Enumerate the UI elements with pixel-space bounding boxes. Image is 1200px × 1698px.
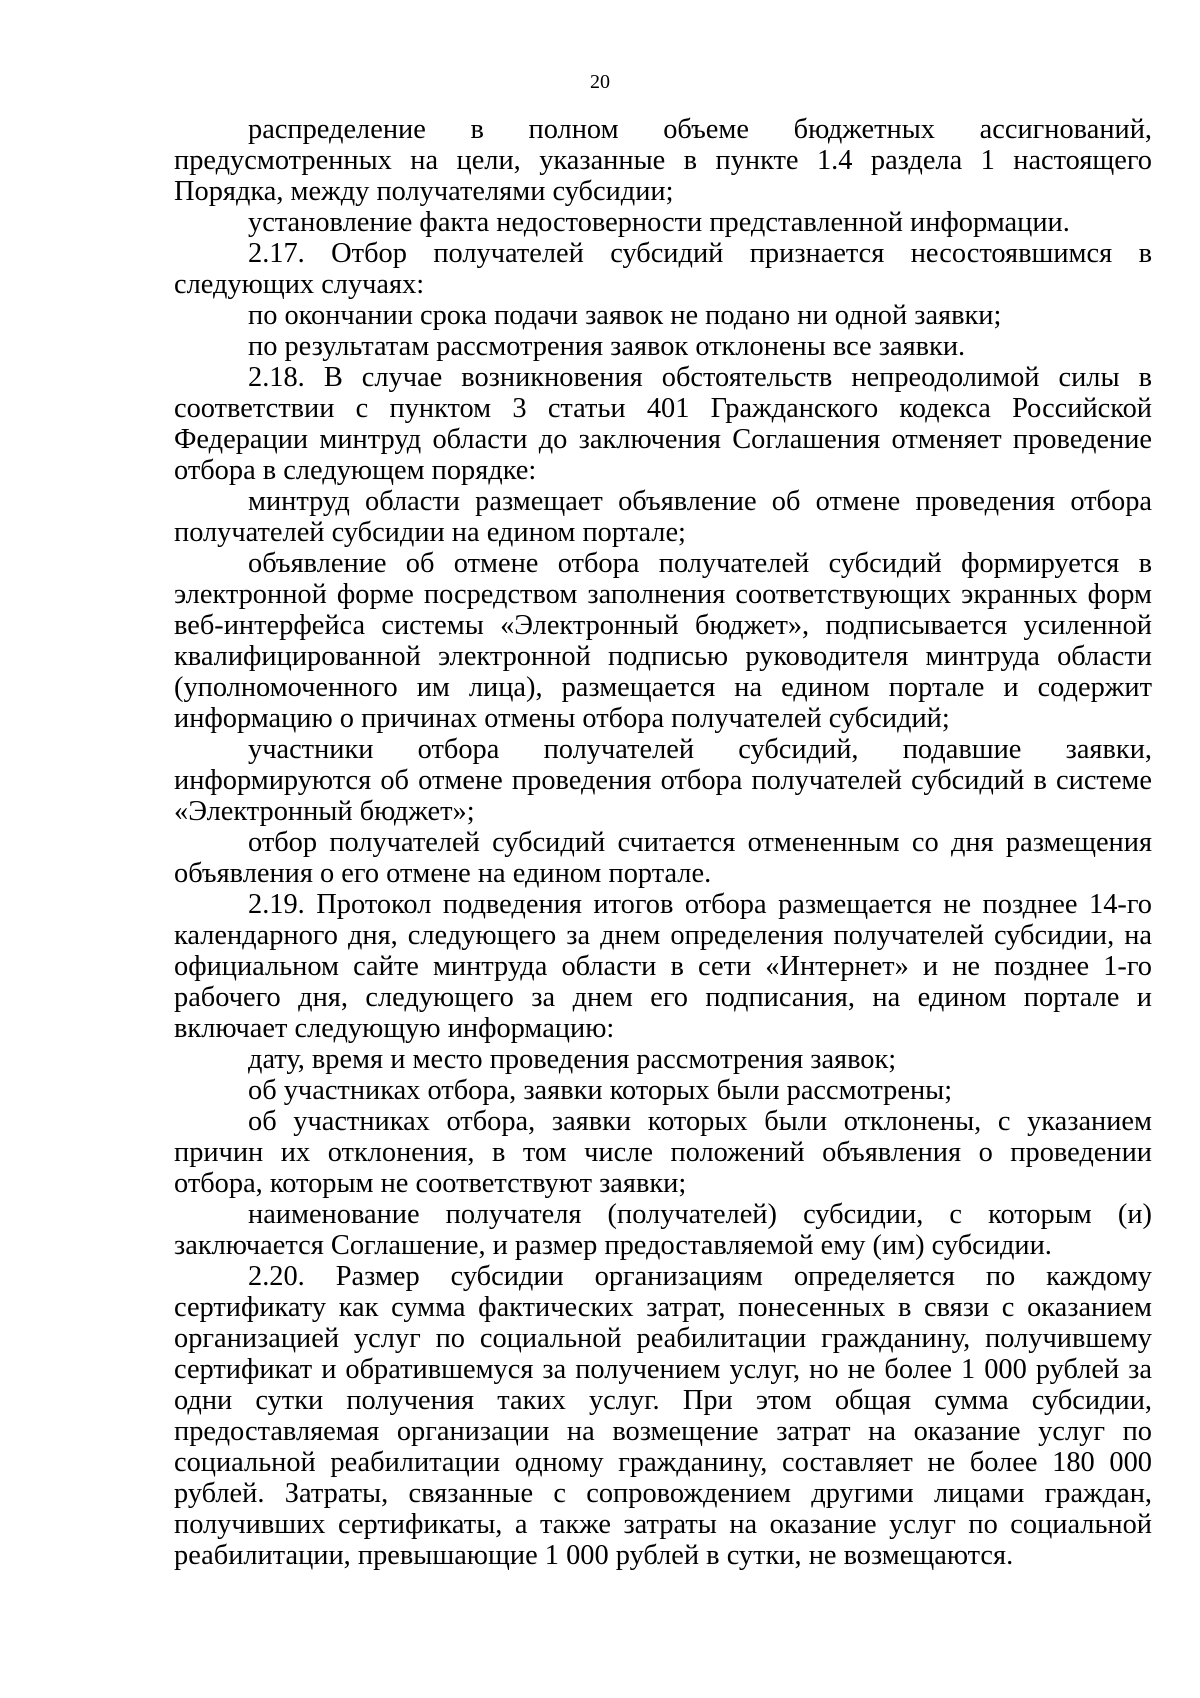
paragraph-selection-cancelled: отбор получателей субсидий считается отмененным со дня размещения объявления о его отмене на едином портале. bbox=[174, 827, 1152, 889]
document-body bbox=[174, 114, 1152, 1571]
paragraph-2-18: 2.18. В случае возникновения обстоятельств непреодолимой силы в соответствии с пунктом 3 статьи 401 Гражданского кодекса Российской Федерации минтруд области до заключения Соглашения отменяет проведение отбора в следующем порядке: bbox=[174, 362, 1152, 486]
paragraph-2-17: 2.17. Отбор получателей субсидий признается несостоявшимся в следующих случаях: bbox=[174, 238, 1152, 300]
paragraph-electronic-form: объявление об отмене отбора получателей субсидий формируется в электронной форме посредством заполнения соответствующих экранных форм веб-интерфейса системы «Электронный бюджет», подписывается усиленной квалифицированной электронной подписью руководителя минтруда области (уполномоченного им лица), размещается на едином портале и содержит информацию о причинах отмены отбора получателей субсидий; bbox=[174, 548, 1152, 734]
page-number: 20 bbox=[590, 71, 610, 93]
paragraph-cancellation-notice: минтруд области размещает объявление об отмене проведения отбора получателей субсидии на едином портале; bbox=[174, 486, 1152, 548]
paragraph-false-information: установление факта недостоверности представленной информации. bbox=[248, 207, 1070, 238]
paragraph-budget-distribution: распределение в полном объеме бюджетных ассигнований, предусмотренных на цели, указанные в пункте 1.4 раздела 1 настоящего Порядка, между получателями субсидии; bbox=[174, 114, 1152, 207]
paragraph-2-20: 2.20. Размер субсидии организациям определяется по каждому сертификату как сумма фактических затрат, понесенных в связи с оказанием организацией услуг по социальной реабилитации гражданину, получившему сертификат и обратившемуся за получением услуг, но не более 1 000 рублей за одни сутки получения таких услуг. При этом общая сумма субсидии, предоставляемая организации на возмещение затрат на оказание услуг по социальной реабилитации одному гражданину, составляет не более 180 000 рублей. Затраты, связанные с сопровождением другими лицами граждан, получивших сертификаты, а также затраты на оказание услуг по социальной реабилитации, превышающие 1 000 рублей в сутки, не возмещаются. bbox=[174, 1261, 1152, 1571]
paragraph-recipient-name: наименование получателя (получателей) субсидии, с которым (и) заключается Соглашение, и размер предоставляемой ему (им) субсидии. bbox=[174, 1199, 1152, 1261]
paragraph-date-time-place: дату, время и место проведения рассмотрения заявок; bbox=[248, 1044, 897, 1075]
paragraph-all-rejected: по результатам рассмотрения заявок отклонены все заявки. bbox=[248, 331, 966, 362]
paragraph-2-19: 2.19. Протокол подведения итогов отбора размещается не позднее 14-го календарного дня, следующего за днем определения получателей субсидии, на официальном сайте минтруда области в сети «Интернет» и не позднее 1-го рабочего дня, следующего за днем его подписания, на едином портале и включает следующую информацию: bbox=[174, 889, 1152, 1044]
paragraph-participants-informed: участники отбора получателей субсидий, подавшие заявки, информируются об отмене проведения отбора получателей субсидий в системе «Электронный бюджет»; bbox=[174, 734, 1152, 827]
paragraph-no-applications: по окончании срока подачи заявок не подано ни одной заявки; bbox=[248, 300, 1002, 331]
paragraph-reviewed-participants: об участниках отбора, заявки которых были рассмотрены; bbox=[248, 1075, 953, 1106]
paragraph-rejected-participants: об участниках отбора, заявки которых были отклонены, с указанием причин их отклонения, в том числе положений объявления о проведении отбора, которым не соответствуют заявки; bbox=[174, 1106, 1152, 1199]
